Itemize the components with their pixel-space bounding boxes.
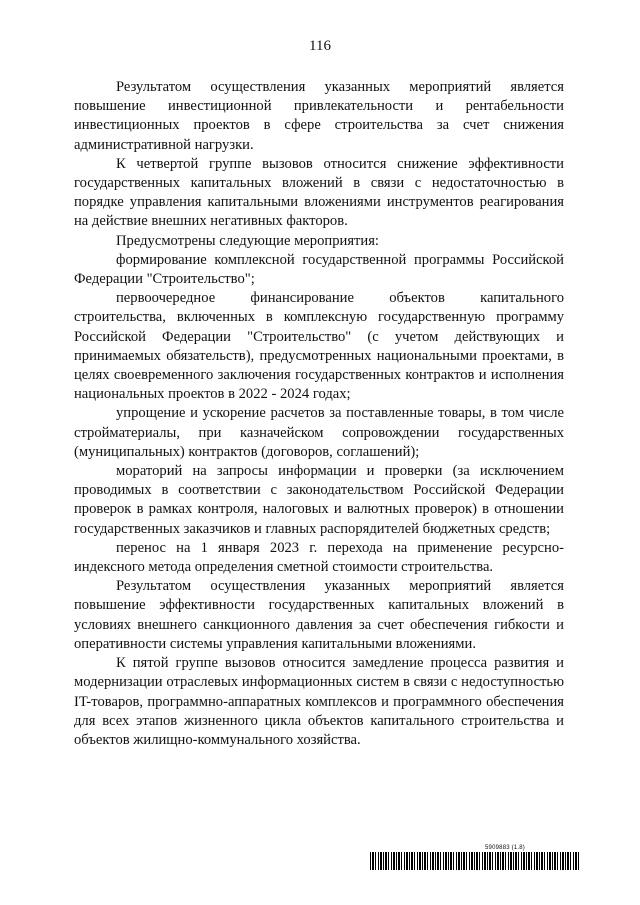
paragraph: упрощение и ускорение расчетов за поставленные товары, в том числе стройматериалы, при казначейском сопровождении государственных (муниципальных) контрактов (договоров, соглашений); xyxy=(74,405,564,460)
page-number: 116 xyxy=(309,38,331,54)
barcode-icon xyxy=(370,852,580,870)
paragraph: мораторий на запросы информации и проверки (за исключением проводимых в соответствии с законодательством Российской Федерации проверок в рамках контроля, налоговых и валютных проверок) в отношении государственных заказчиков и главных распорядителей бюджетных средств; xyxy=(74,463,564,537)
paragraph: перенос на 1 января 2023 г. перехода на применение ресурсно-индексного метода определения сметной стоимости строительства. xyxy=(74,539,564,576)
paragraph: К пятой группе вызовов относится замедление процесса развития и модернизации отраслевых информационных систем в связи с недоступностью IT-товаров, программно-аппаратных комплексов и программного обеспечения для всех этапов жизненного цикла объектов капитального строительства и объектов жилищно-коммунального хозяйства. xyxy=(74,655,564,748)
paragraph: Результатом осуществления указанных мероприятий является повышение инвестиционной привлекательности и рентабельности инвестиционных проектов в сфере строительства за счет снижения административной нагрузки. xyxy=(74,79,564,153)
paragraph: Результатом осуществления указанных мероприятий является повышение эффективности государственных капитальных вложений в условиях внешнего санкционного давления за счет обеспечения гибкости и оперативности системы управления капитальными вложениями. xyxy=(74,578,564,652)
paragraph: первоочередное финансирование объектов капитального строительства, включенных в комплексную государственную программу Российской Федерации "Строительство" (с учетом действующих и принимаемых обязательств), предусмотренных национальными проектами, в целях своевременного заключения государственных контрактов и исполнения национальных проектов в 2022 - 2024 годах; xyxy=(74,290,564,403)
barcode-label: 5909883 (1.8) xyxy=(485,845,525,851)
paragraph: К четвертой группе вызовов относится снижение эффективности государственных капитальных вложений в связи с недостаточностью в порядке управления капитальными вложениями инструментов реагирования на действие внешних негативных факторов. xyxy=(74,155,564,230)
paragraph: Предусмотрены следующие мероприятия: xyxy=(116,232,379,249)
document-barcode xyxy=(370,845,580,870)
document-body xyxy=(74,78,564,750)
paragraph: формирование комплексной государственной программы Российской Федерации "Строительство"; xyxy=(74,251,564,288)
